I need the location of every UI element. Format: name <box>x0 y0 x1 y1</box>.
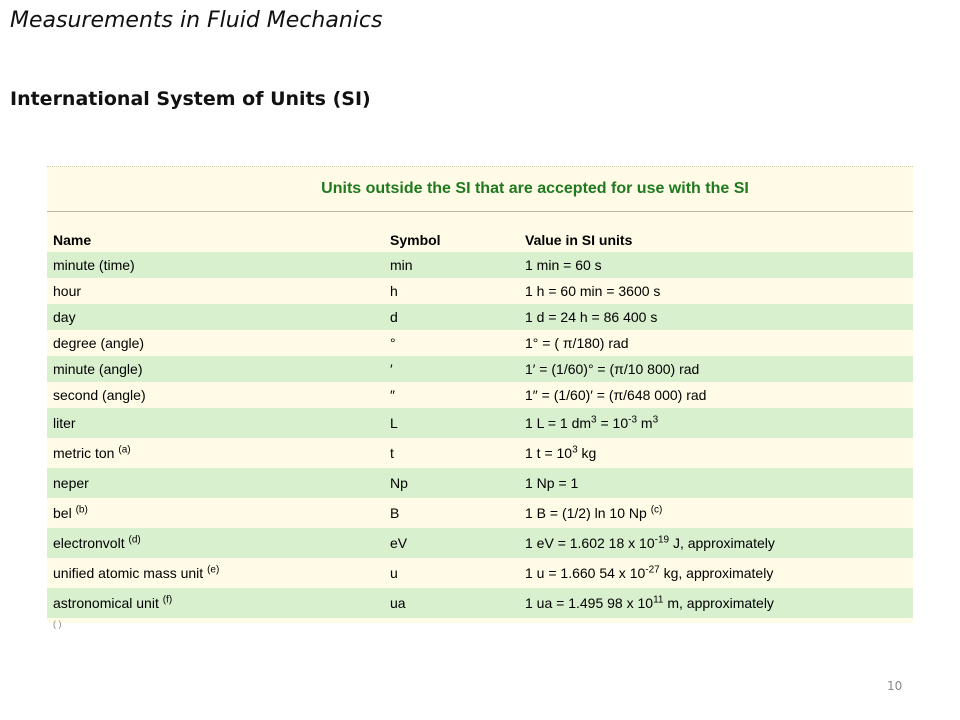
cell-symbol: ″ <box>384 382 519 408</box>
table-row <box>47 382 913 408</box>
slide-title: Measurements in Fluid Mechanics <box>10 8 383 33</box>
table-row <box>47 408 913 438</box>
table-row <box>47 468 913 498</box>
cell-value: 1 $t = 10^3$ kg <box>519 438 913 468</box>
footnote-marker: (a) <box>118 444 131 456</box>
table-header-row <box>47 212 913 253</box>
cell-name: second (angle) <box>47 382 384 408</box>
cell-value: 1 B = (1/2) ln 10 Np $^{(c)}$ <box>519 498 913 528</box>
cell-value: 1 u = 1.660 54 x $10^{-27}$ kg, approximately <box>519 558 913 588</box>
page-number: 10 <box>887 679 903 693</box>
table-row <box>47 498 913 528</box>
cell-name: metric ton $^{(a)}$ <box>47 438 384 468</box>
cell-symbol: Np <box>384 468 519 498</box>
footnote-marker: (d) <box>128 534 141 546</box>
cell-value: 1° = ( π/180) rad <box>519 330 913 356</box>
table-row-truncated <box>47 618 913 630</box>
table-row <box>47 330 913 356</box>
table-row <box>47 528 913 558</box>
cell-value: 1 ua = 1.495 98 x $10^{11}$ m, approximately <box>519 588 913 618</box>
cell-value: 1 min = 60 s <box>519 252 913 278</box>
cell-symbol: ° <box>384 330 519 356</box>
footnote-marker: (e) <box>207 564 220 576</box>
units-table <box>47 167 913 630</box>
cell-name: electronvolt $^{(d)}$ <box>47 528 384 558</box>
cell-symbol: eV <box>384 528 519 558</box>
cell-value: 1″ = (1/60)′ = (π/648 000) rad <box>519 382 913 408</box>
cell-name: degree (angle) <box>47 330 384 356</box>
cell-symbol: u <box>384 558 519 588</box>
footnote-marker: (b) <box>75 504 88 516</box>
cell-symbol: h <box>384 278 519 304</box>
cell-value: 1 L = 1 $dm^3 = 10^{-3}$ $m^3$ <box>519 408 913 438</box>
table-row <box>47 278 913 304</box>
table-caption-row <box>47 167 913 212</box>
table-row <box>47 356 913 382</box>
table-row <box>47 588 913 618</box>
cell-value: 1 Np = 1 <box>519 468 913 498</box>
cell-value: 1 eV = 1.602 18 x $10^{-19}$ J, approximately <box>519 528 913 558</box>
units-table-image <box>47 166 913 629</box>
cell-name: minute (time) <box>47 252 384 278</box>
table-row <box>47 438 913 468</box>
cell-symbol: ′ <box>384 356 519 382</box>
cell-name: astronomical unit $^{(f)}$ <box>47 588 384 618</box>
footnote-marker: (f) <box>162 594 173 606</box>
header-name: Name <box>47 212 384 253</box>
table-caption: Units outside the SI that are accepted for use with the SI <box>47 167 913 212</box>
cell-symbol: d <box>384 304 519 330</box>
cell-symbol: t <box>384 438 519 468</box>
cell-symbol: L <box>384 408 519 438</box>
cell-value: 1′ = (1/60)° = (π/10 800) rad <box>519 356 913 382</box>
slide-subtitle: International System of Units (SI) <box>10 88 371 110</box>
cell-name: hour <box>47 278 384 304</box>
cell-value: 1 h = 60 min = 3600 s <box>519 278 913 304</box>
cell-name: liter <box>47 408 384 438</box>
cell-symbol: min <box>384 252 519 278</box>
cell-value: 1 d = 24 h = 86 400 s <box>519 304 913 330</box>
table-row <box>47 252 913 278</box>
truncated-footnote: ( ) <box>53 619 62 629</box>
cell-name: day <box>47 304 384 330</box>
cell-symbol: ua <box>384 588 519 618</box>
header-symbol: Symbol <box>384 212 519 253</box>
cell-name: minute (angle) <box>47 356 384 382</box>
table-row <box>47 558 913 588</box>
header-value: Value in SI units <box>519 212 913 253</box>
cell-symbol: B <box>384 498 519 528</box>
cell-name: unified atomic mass unit $^{(e)}$ <box>47 558 384 588</box>
cell-name: neper <box>47 468 384 498</box>
cell-name: bel $^{(b)}$ <box>47 498 384 528</box>
table-row <box>47 304 913 330</box>
